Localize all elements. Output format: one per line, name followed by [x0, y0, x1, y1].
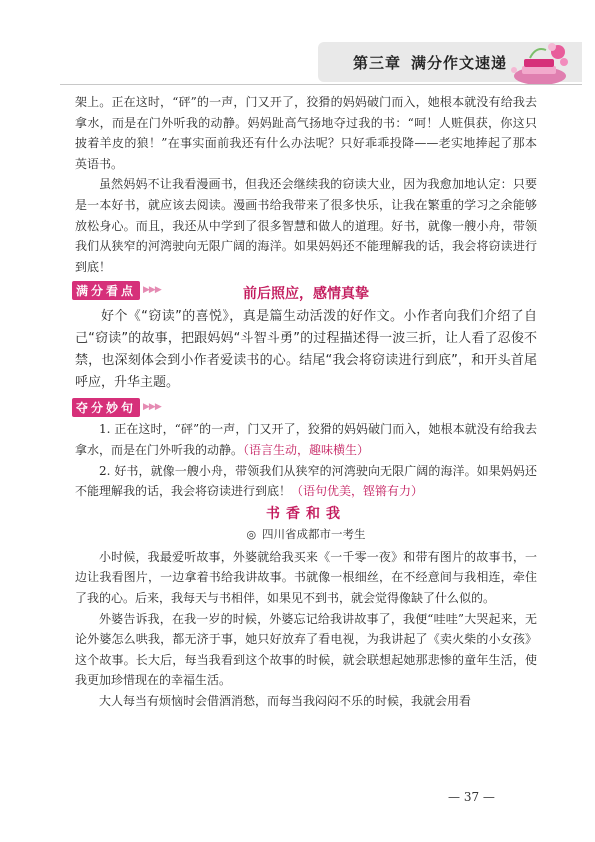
triple-arrow-icon: ▶▶▶: [143, 402, 161, 413]
section-tag-label: 夺分妙句: [72, 398, 140, 417]
section-tag-label: 满分看点: [72, 281, 140, 300]
good-sentence-item: [75, 461, 537, 502]
essay-title: 书香和我: [266, 505, 346, 522]
chapter-title: 满分作文速递: [411, 54, 508, 72]
page-content: [75, 92, 537, 711]
header-divider: [60, 84, 582, 85]
author-bullet-icon: ◎: [246, 527, 257, 541]
good-sentence-item: [75, 419, 537, 460]
essay-paragraph: 小时候，我最爱听故事，外婆就给我买来《一千零一夜》和带有图片的故事书，一边让我看图片，一边拿着书给我讲故事。书就像一根细丝，在不经意间与我相连，牵住了我的心。后来，我每天与书相伴，如果见不到书，就会觉得像缺了什么似的。: [75, 549, 537, 605]
chapter-header-title: [353, 52, 507, 73]
triple-arrow-icon: ▶▶▶: [143, 285, 161, 296]
essay-paragraph: 虽然妈妈不让我看漫画书，但我还会继续我的窃读大业，因为我愈加地认定：只要是一本好书，就应该去阅读。漫画书给我带来了很多快乐，让我在繁重的学习之余能够放松身心。而且，我还从中学到了很多智慧和做人的道理。好书，就像一艘小舟，带领我们从狭窄的河湾驶向无限广阔的海洋。如果妈妈还不能理解我的话，我会将窃读进行到底！: [75, 177, 537, 274]
chapter-number: 第三章: [353, 54, 402, 72]
page-number: — 37 —: [448, 790, 495, 804]
good-sentence-comment: （语句优美，铿锵有力）: [291, 484, 424, 499]
good-sentence-comment: （语言生动，趣味横生）: [243, 442, 370, 457]
author-name: 四川省成都市一考生: [262, 526, 366, 541]
essay-paragraph: 大人每当有烦恼时会借酒消愁，而每当我闷闷不乐的时候，我就会用看: [99, 693, 472, 708]
good-sentence-text: 1. 正在这时，“砰”的一声，门又开了，狡猾的妈妈破门而入，她根本就没有给我去拿水，而是在门外听我的动静。: [75, 422, 537, 457]
good-sentence-text: 2. 好书，就像一艘小舟，带领我们从狭窄的河湾驶向无限广阔的海洋。如果妈妈还不能理解我的话，我会将窃读进行到底！: [75, 463, 537, 499]
book-flower-decoration-icon: [500, 40, 570, 88]
essay-paragraph: 架上。正在这时，“砰”的一声，门又开了，狡猾的妈妈破门而入，她根本就没有给我去拿水，而是在门外听我的动静。妈妈趾高气扬地夺过我的书：“呵！人赃俱获，你这只披着羊皮的狼！”在事实面前我还有什么办法呢？只好乖乖投降——老实地捧起了那本英语书。: [75, 95, 537, 171]
comment-paragraph: 好个《“窃读”的喜悦》，真是篇生动活泼的好作文。小作者向我们介绍了自己“窃读”的故事，把跟妈妈“斗智斗勇”的过程描述得一波三折，让人看了忍俊不禁，也深刻体会到小作者爱读书的心。结尾“我会将窃读进行到底”，和开头首尾呼应，升华主题。: [75, 309, 537, 391]
essay-author: [75, 524, 537, 545]
section-tag-good-sentences: [72, 397, 537, 417]
comment-heading: 前后照应，感情真挚: [243, 286, 369, 303]
essay-paragraph: 外婆告诉我，在我一岁的时候，外婆忘记给我讲故事了，我便“哇哇”大哭起来，无论外婆怎么哄我，都无济于事，她只好放弃了看电视，为我讲起了《卖火柴的小女孩》这个故事。长大后，每当我看到这个故事的时候，就会联想起她那悲惨的童年生活，使我更加珍惜现在的幸福生活。: [75, 611, 537, 688]
